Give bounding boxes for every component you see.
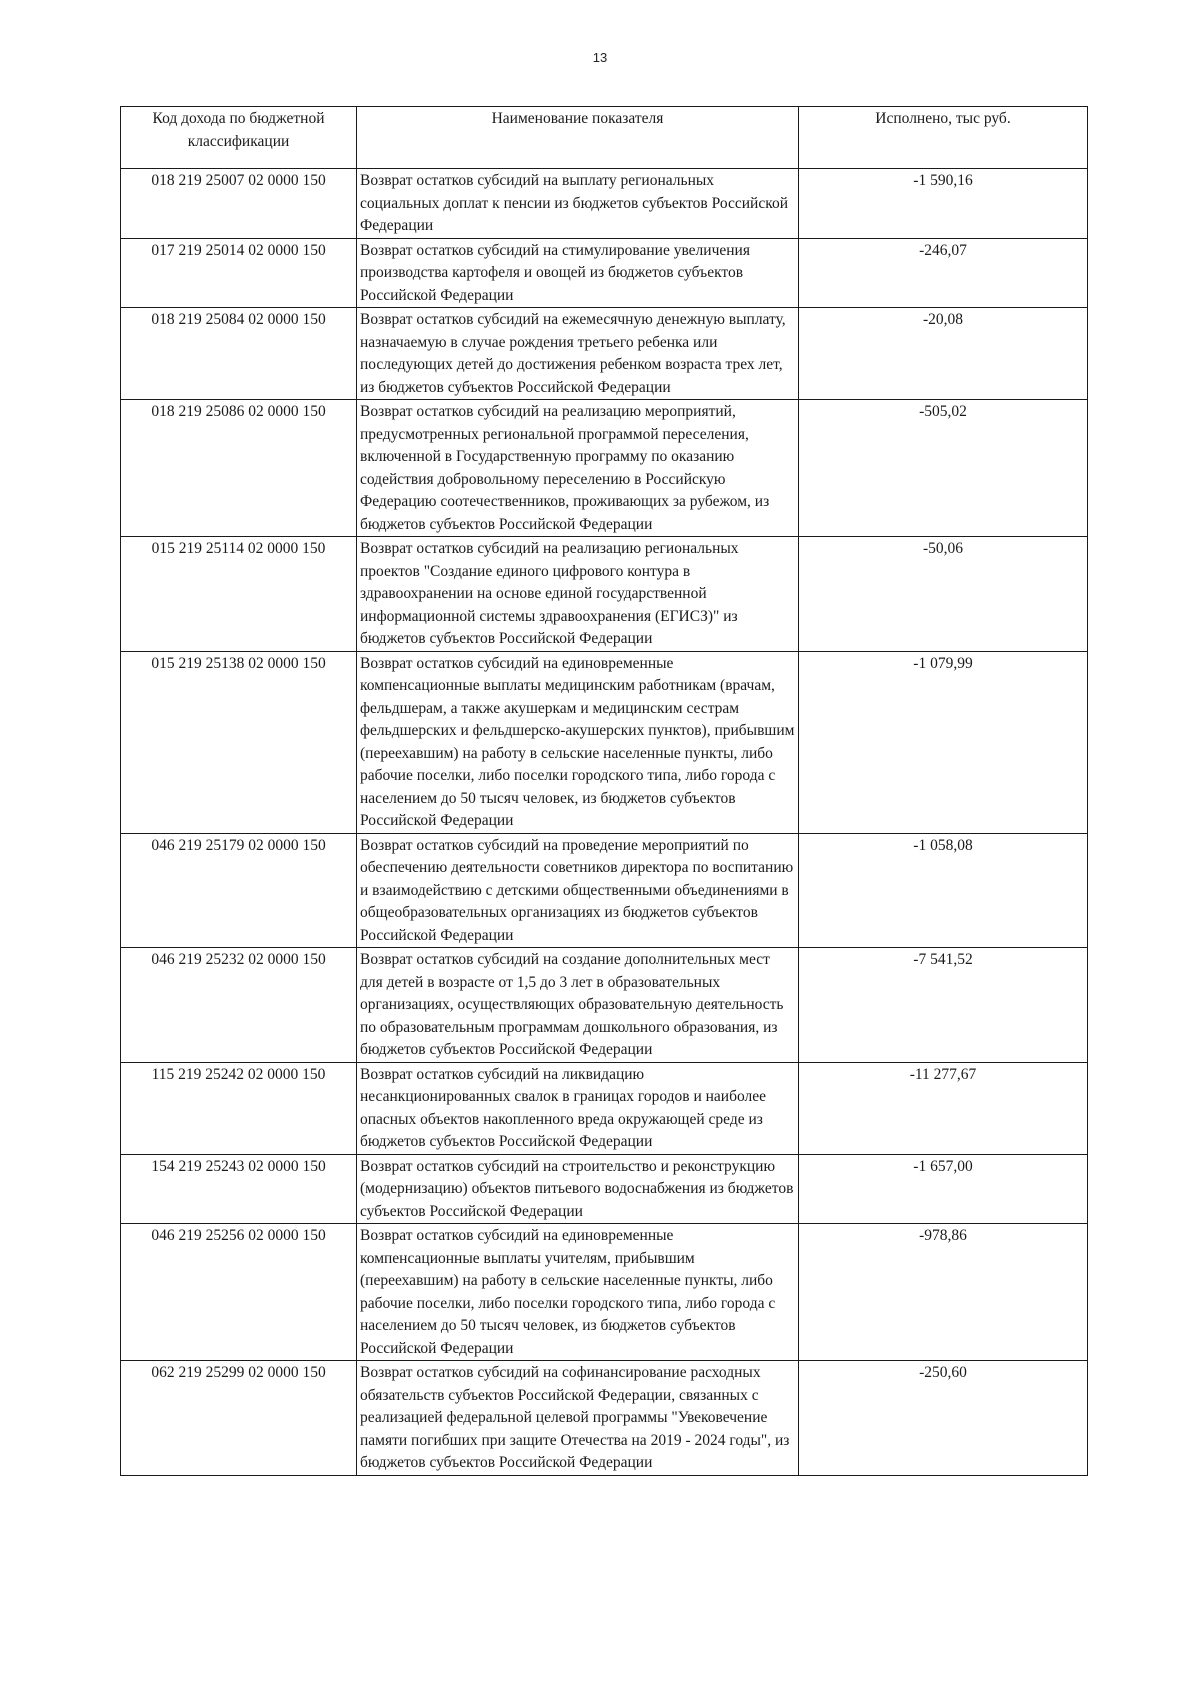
page-number: 13 xyxy=(592,50,608,65)
value-cell: -7 541,52 xyxy=(799,948,1088,1063)
code-cell: 018 219 25086 02 0000 150 xyxy=(121,400,357,537)
table-row xyxy=(121,948,1088,1063)
code-cell: 046 219 25179 02 0000 150 xyxy=(121,833,357,948)
name-cell: Возврат остатков субсидий на реализацию региональных проектов "Создание единого цифрового контура в здравоохранении на основе единой государственной информационной системы здравоохранения (ЕГИСЗ)" из бюджетов субъектов Российской Федерации xyxy=(357,537,799,652)
code-cell: 018 219 25007 02 0000 150 xyxy=(121,169,357,239)
value-cell: -20,08 xyxy=(799,308,1088,400)
header-name: Наименование показателя xyxy=(357,107,799,169)
code-cell: 046 219 25256 02 0000 150 xyxy=(121,1224,357,1361)
code-cell: 154 219 25243 02 0000 150 xyxy=(121,1154,357,1224)
table-header-row xyxy=(121,107,1088,169)
table-row xyxy=(121,1062,1088,1154)
table-row xyxy=(121,1224,1088,1361)
table-row xyxy=(121,1154,1088,1224)
value-cell: -11 277,67 xyxy=(799,1062,1088,1154)
code-cell: 062 219 25299 02 0000 150 xyxy=(121,1361,357,1476)
code-cell: 018 219 25084 02 0000 150 xyxy=(121,308,357,400)
value-cell: -246,07 xyxy=(799,238,1088,308)
code-cell: 015 219 25138 02 0000 150 xyxy=(121,651,357,833)
value-cell: -1 590,16 xyxy=(799,169,1088,239)
name-cell: Возврат остатков субсидий на выплату региональных социальных доплат к пенсии из бюджетов субъектов Российской Федерации xyxy=(357,169,799,239)
code-cell: 015 219 25114 02 0000 150 xyxy=(121,537,357,652)
code-cell: 115 219 25242 02 0000 150 xyxy=(121,1062,357,1154)
value-cell: -978,86 xyxy=(799,1224,1088,1361)
table-row xyxy=(121,651,1088,833)
value-cell: -250,60 xyxy=(799,1361,1088,1476)
table-row xyxy=(121,537,1088,652)
table-row xyxy=(121,1361,1088,1476)
name-cell: Возврат остатков субсидий на единовременные компенсационные выплаты учителям, прибывшим (переехавшим) на работу в сельские населенные пункты, либо рабочие поселки, либо поселки городского типа, либо города с населением до 50 тысяч человек, из бюджетов субъектов Российской Федерации xyxy=(357,1224,799,1361)
value-cell: -1 657,00 xyxy=(799,1154,1088,1224)
value-cell: -1 079,99 xyxy=(799,651,1088,833)
table-body xyxy=(121,169,1088,1476)
table-row xyxy=(121,238,1088,308)
revenue-table xyxy=(120,106,1088,1476)
name-cell: Возврат остатков субсидий на ежемесячную денежную выплату, назначаемую в случае рождения третьего ребенка или последующих детей до достижения ребенком возраста трех лет, из бюджетов субъектов Российской Федерации xyxy=(357,308,799,400)
name-cell: Возврат остатков субсидий на единовременные компенсационные выплаты медицинским работникам (врачам, фельдшерам, а также акушеркам и медицинским сестрам фельдшерских и фельдшерско-акушерских пунктов), прибывшим (переехавшим) на работу в сельские населенные пункты, либо рабочие поселки, либо поселки городского типа, либо города с населением до 50 тысяч человек, из бюджетов субъектов Российской Федерации xyxy=(357,651,799,833)
name-cell: Возврат остатков субсидий на софинансирование расходных обязательств субъектов Российской Федерации, связанных с реализацией федеральной целевой программы "Увековечение памяти погибших при защите Отечества на 2019 - 2024 годы", из бюджетов субъектов Российской Федерации xyxy=(357,1361,799,1476)
name-cell: Возврат остатков субсидий на ликвидацию несанкционированных свалок в границах городов и наиболее опасных объектов накопленного вреда окружающей среде из бюджетов субъектов Российской Федерации xyxy=(357,1062,799,1154)
table-row xyxy=(121,308,1088,400)
header-code: Код дохода по бюджетной классификации xyxy=(121,107,357,169)
value-cell: -1 058,08 xyxy=(799,833,1088,948)
table-row xyxy=(121,833,1088,948)
code-cell: 046 219 25232 02 0000 150 xyxy=(121,948,357,1063)
name-cell: Возврат остатков субсидий на реализацию мероприятий, предусмотренных региональной программой переселения, включенной в Государственную программу по оказанию содействия добровольному переселению в Российскую Федерацию соотечественников, проживающих за рубежом, из бюджетов субъектов Российской Федерации xyxy=(357,400,799,537)
name-cell: Возврат остатков субсидий на строительство и реконструкцию (модернизацию) объектов питьевого водоснабжения из бюджетов субъектов Российской Федерации xyxy=(357,1154,799,1224)
value-cell: -505,02 xyxy=(799,400,1088,537)
table-row xyxy=(121,169,1088,239)
header-value: Исполнено, тыс руб. xyxy=(799,107,1088,169)
table-row xyxy=(121,400,1088,537)
name-cell: Возврат остатков субсидий на создание дополнительных мест для детей в возрасте от 1,5 до 3 лет в образовательных организациях, осуществляющих образовательную деятельность по образовательным программам дошкольного образования, из бюджетов субъектов Российской Федерации xyxy=(357,948,799,1063)
value-cell: -50,06 xyxy=(799,537,1088,652)
code-cell: 017 219 25014 02 0000 150 xyxy=(121,238,357,308)
name-cell: Возврат остатков субсидий на проведение мероприятий по обеспечению деятельности советников директора по воспитанию и взаимодействию с детскими общественными объединениями в общеобразовательных организациях из бюджетов субъектов Российской Федерации xyxy=(357,833,799,948)
name-cell: Возврат остатков субсидий на стимулирование увеличения производства картофеля и овощей из бюджетов субъектов Российской Федерации xyxy=(357,238,799,308)
